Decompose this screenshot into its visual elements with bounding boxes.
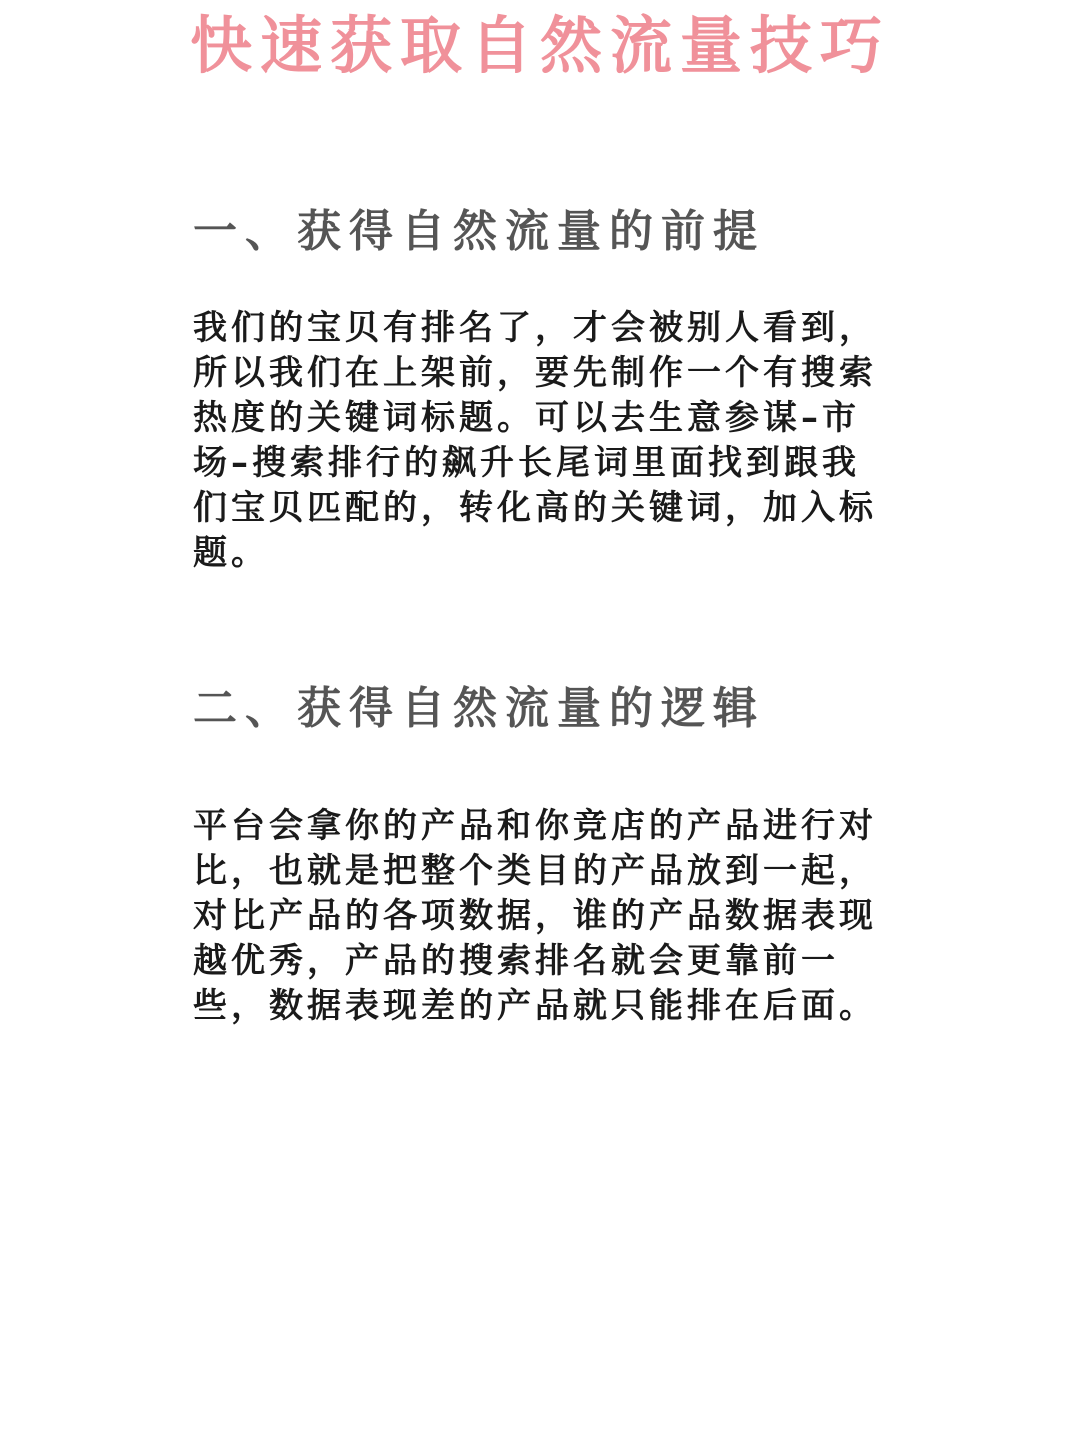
section-body-logic: 平台会拿你的产品和你竞店的产品进行对比，也就是把整个类目的产品放到一起，对比产品的各项数据，谁的产品数据表现越优秀，产品的搜索排名就会更靠前一些，数据表现差的产品就只能排在后面。	[193, 806, 877, 1026]
section-body-prerequisite: 我们的宝贝有排名了，才会被别人看到，所以我们在上架前，要先制作一个有搜索热度的关键词标题。可以去生意参谋–市场–搜索排行的飙升长尾词里面找到跟我们宝贝匹配的，转化高的关键词，加入标题。	[193, 308, 877, 573]
page-title: 快速获取自然流量技巧	[189, 9, 890, 82]
section-heading-prerequisite: 一、获得自然流量的前提	[193, 206, 765, 257]
section-heading-logic: 二、获得自然流量的逻辑	[193, 683, 765, 734]
